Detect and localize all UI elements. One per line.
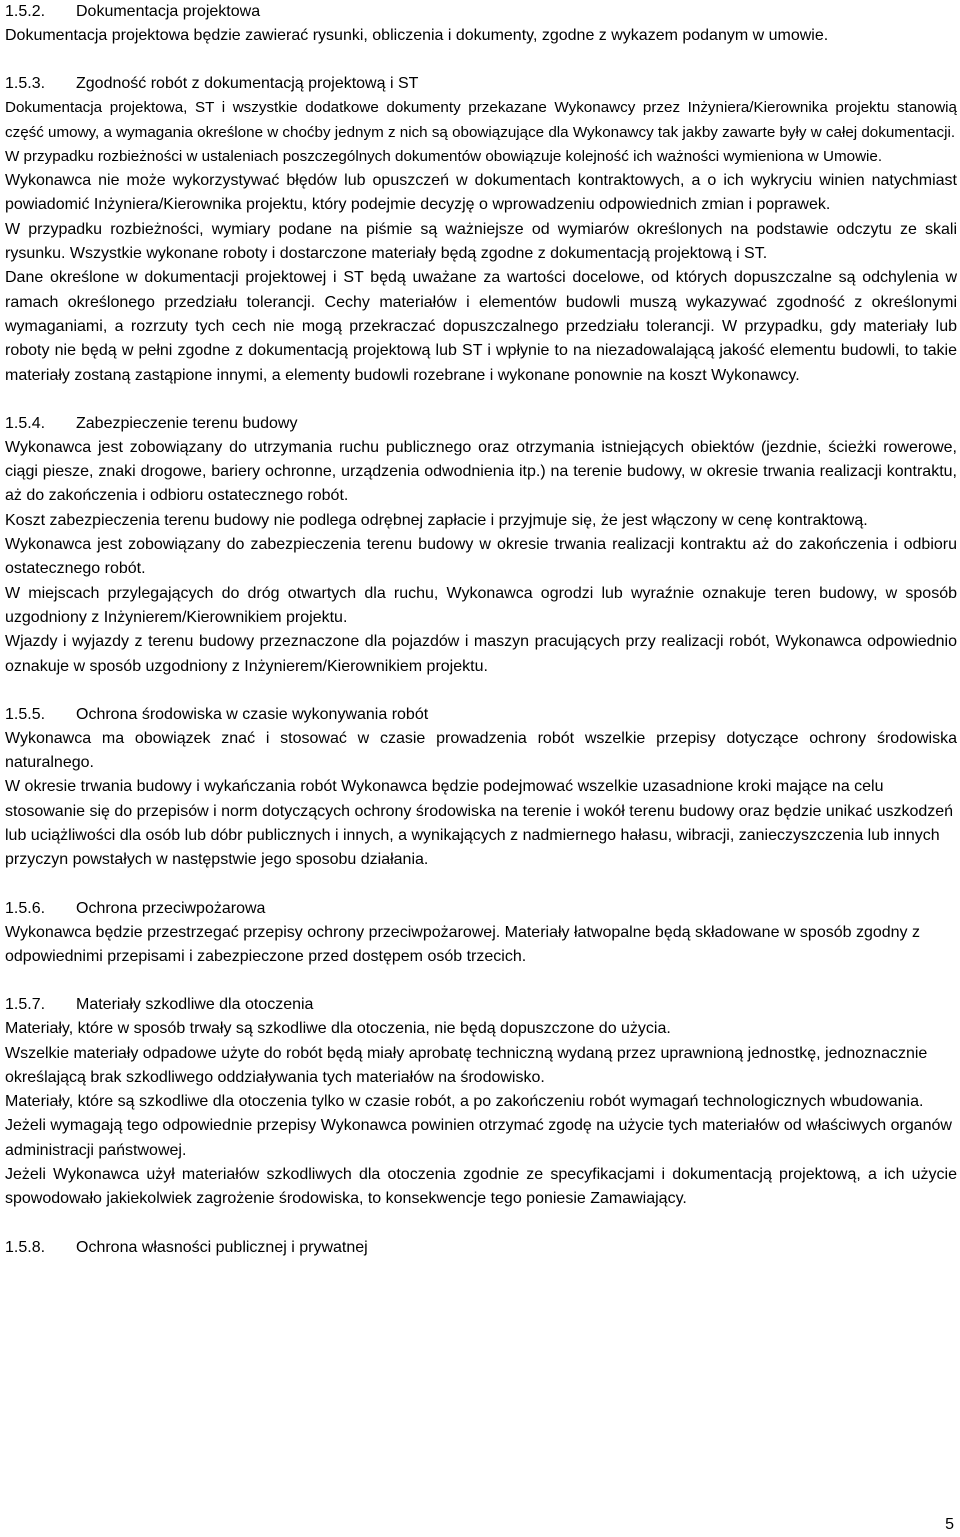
spacer	[5, 873, 957, 897]
section-1-5-7	[5, 993, 957, 1211]
page-number: 5	[945, 1516, 954, 1533]
section-1-5-6	[5, 897, 957, 970]
paragraph: Wjazdy i wyjazdy z terenu budowy przeznaczone dla pojazdów i maszyn pracujących przy realizacji robót, Wykonawca odpowiednio oznakuje w sposób uzgodniony z Inżynierem/Kierownikiem projektu.	[5, 633, 957, 675]
paragraph: Materiały, które są szkodliwe dla otoczenia tylko w czasie robót, a po zakończeniu robót wymagań technologicznych wbudowania. Jeżeli wymagają tego odpowiednie przepisy Wykonawca powinien otrzymać zgodę na użycie tych materiałów od właściwych organów administracji państwowej.	[5, 1093, 952, 1159]
section-1-5-3	[5, 72, 957, 388]
spacer	[5, 48, 957, 72]
paragraph: Wykonawca jest zobowiązany do utrzymania ruchu publicznego oraz otrzymania istniejących obiektów (jezdnie, ścieżki rowerowe, ciągi piesze, znaki drogowe, bariery ochronne, urządzenia odwodnienia itp.) na terenie budowy, w okresie trwania realizacji kontraktu, aż do zakończenia i odbioru ostatecznego robót.	[5, 438, 957, 505]
section-1-5-4	[5, 412, 957, 679]
paragraph: Wykonawca nie może wykorzystywać błędów lub opuszczeń w dokumentach kontraktowych, a o ich wykryciu winien natychmiast powiadomić Inżyniera/Kierownika projektu, który podejmie decyzję o wprowadzeniu odpowiednich zmian i poprawek.	[5, 172, 957, 214]
section-number: 1.5.5.	[5, 705, 46, 723]
section-title: Zabezpieczenie terenu budowy	[76, 414, 298, 432]
paragraph: Wykonawca będzie przestrzegać przepisy ochrony przeciwpożarowej. Materiały łatwopalne będą składowane w sposób zgodny z odpowiednimi przepisami i zabezpieczone przed dostępem osób trzecich.	[5, 923, 920, 965]
section-heading	[5, 72, 957, 96]
paragraph: Dane określone w dokumentacji projektowej i ST będą uważane za wartości docelowe, od których dopuszczalne są odchylenia w ramach określonego przedziału tolerancji. Cechy materiałów i elementów budowli muszą wykazywać zgodność z określonymi wymaganiami, a rozrzuty tych cech nie mogą przekraczać dopuszczalnego przedziału tolerancji. W przypadku, gdy materiały lub roboty nie będą w pełni zgodne z dokumentacją projektową lub ST i wpłynie to na niezadowalającą jakość elementu budowli, to takie materiały zostaną zastąpione innymi, a elementy budowli rozebrane i wykonane ponownie na koszt Wykonawcy.	[5, 269, 957, 384]
paragraph: W okresie trwania budowy i wykańczania robót Wykonawca będzie podejmować wszelkie uzasadnione kroki mające na celu stosowanie się do przepisów i norm dotyczących ochrony środowiska na terenie i wokół terenu budowy oraz będzie unikać uszkodzeń lub uciążliwości dla osób lub dóbr publicznych i innych, a wynikających z nadmiernego hałasu, wibracji, zanieczyszczenia lub innych przyczyn powstałych w następstwie jego sposobu działania.	[5, 778, 954, 869]
paragraph: W przypadku rozbieżności w ustaleniach poszczególnych dokumentów obowiązuje kolejność ich ważności wymieniona w Umowie.	[5, 147, 883, 165]
paragraph: Dokumentacja projektowa będzie zawierać rysunki, obliczenia i dokumenty, zgodne z wykazem podanym w umowie.	[5, 27, 829, 44]
section-heading	[5, 0, 957, 24]
paragraph: Jeżeli Wykonawca użył materiałów szkodliwych dla otoczenia zgodnie ze specyfikacjami i dokumentacją projektową, a ich użycie spowodowało jakiekolwiek zagrożenie środowiska, to konsekwencje tego poniesie Zamawiający.	[5, 1165, 957, 1208]
section-number: 1.5.7.	[5, 996, 46, 1014]
section-heading	[5, 993, 957, 1017]
section-number: 1.5.8.	[5, 1238, 46, 1256]
section-title: Ochrona środowiska w czasie wykonywania robót	[76, 705, 429, 723]
section-title: Dokumentacja projektowa	[76, 3, 261, 20]
spacer	[5, 969, 957, 993]
paragraph: Koszt zabezpieczenia terenu budowy nie podlega odrębnej zapłacie i przyjmuje się, że jest włączony w cenę kontraktową.	[5, 511, 868, 529]
section-1-5-8	[5, 1236, 957, 1260]
document-page	[5, 0, 957, 1260]
section-1-5-5	[5, 703, 957, 873]
paragraph: Dokumentacja projektowa, ST i wszystkie dodatkowe dokumenty przekazane Wykonawcy przez Inżyniera/Kierownika projektu stanowią część umowy, a wymagania określone w choćby jednym z nich są obowiązujące dla Wykonawcy tak jakby zawarte były w całej dokumentacji.	[5, 99, 957, 141]
section-number: 1.5.4.	[5, 414, 46, 432]
section-title: Zgodność robót z dokumentacją projektową i ST	[76, 75, 419, 93]
paragraph: W miejscach przylegających do dróg otwartych dla ruchu, Wykonawca ogrodzi lub wyraźnie oznakuje teren budowy, w sposób uzgodniony z Inżynierem/Kierownikiem projektu.	[5, 584, 957, 626]
section-heading	[5, 703, 957, 727]
section-heading	[5, 897, 957, 921]
section-title: Ochrona przeciwpożarowa	[76, 899, 266, 917]
spacer	[5, 1212, 957, 1236]
section-number: 1.5.6.	[5, 899, 46, 917]
section-title: Ochrona własności publicznej i prywatnej	[76, 1238, 368, 1256]
section-number: 1.5.3.	[5, 75, 46, 93]
paragraph: Materiały, które w sposób trwały są szkodliwe dla otoczenia, nie będą dopuszczone do użycia.	[5, 1020, 671, 1038]
section-number: 1.5.2.	[5, 3, 46, 20]
section-heading	[5, 412, 957, 436]
section-heading	[5, 1236, 957, 1260]
spacer	[5, 388, 957, 412]
paragraph: Wszelkie materiały odpadowe użyte do robót będą miały aprobatę techniczną wydaną przez uprawnioną jednostkę, jednoznacznie określającą brak szkodliwego oddziaływania tych materiałów na środowisko.	[5, 1044, 928, 1086]
spacer	[5, 679, 957, 703]
section-1-5-2	[5, 0, 957, 48]
paragraph: W przypadku rozbieżności, wymiary podane na piśmie są ważniejsze od wymiarów określonych na podstawie odczytu ze skali rysunku. Wszystkie wykonane roboty i dostarczone materiały będą zgodne z dokumentacją projektową i ST.	[5, 220, 957, 263]
section-title: Materiały szkodliwe dla otoczenia	[76, 996, 314, 1014]
paragraph: Wykonawca jest zobowiązany do zabezpieczenia terenu budowy w okresie trwania realizacji kontraktu aż do zakończenia i odbioru ostatecznego robót.	[5, 536, 957, 578]
paragraph: Wykonawca ma obowiązek znać i stosować w czasie prowadzenia robót wszelkie przepisy dotyczące ochrony środowiska naturalnego.	[5, 729, 957, 772]
